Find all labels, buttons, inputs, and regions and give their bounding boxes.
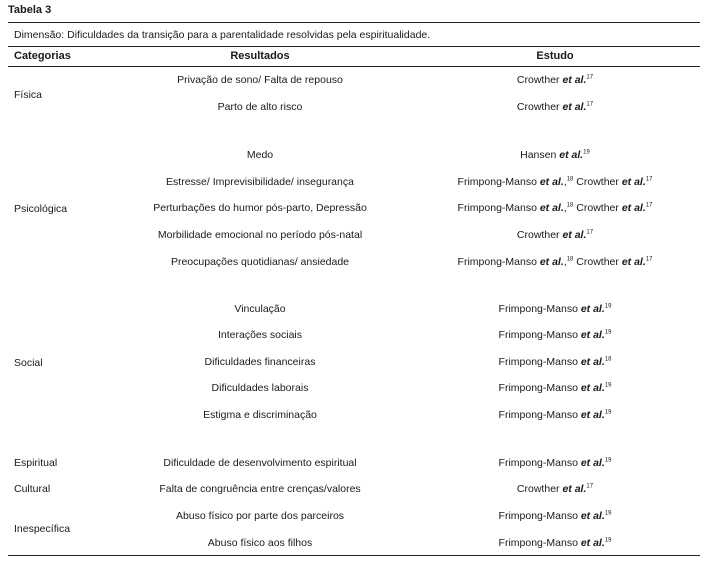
study-author: Crowther [573, 176, 622, 188]
category-label: Psicológica [14, 203, 68, 215]
study-reference: 19 [604, 457, 612, 464]
result-cell: Vinculação [234, 303, 286, 315]
study-etal: et al. [621, 256, 646, 268]
result-cell: Falta de congruência entre crenças/valores [159, 483, 361, 495]
study-reference: 19 [583, 149, 590, 156]
study-cell [499, 509, 612, 523]
study-author: Frimpong-Manso [498, 356, 581, 368]
study-cell [520, 148, 590, 162]
category-label: Cultural [14, 483, 51, 495]
study-cell [458, 175, 653, 189]
result-cell: Abuso físico por parte dos parceiros [175, 510, 345, 522]
study-author: Crowther [516, 229, 563, 241]
header-results: Resultados [230, 50, 290, 62]
study-etal: et al. [539, 256, 564, 268]
result-cell: Dificuldades financeiras [204, 356, 316, 368]
study-cell [499, 355, 612, 369]
category-label: Social [14, 357, 43, 369]
study-reference: 19 [604, 382, 612, 389]
result-cell: Interações sociais [217, 329, 303, 341]
result-cell: Estresse/ Imprevisibilidade/ insegurança [166, 176, 354, 188]
study-etal: et al. [539, 202, 564, 214]
study-reference: 19 [604, 329, 612, 336]
result-cell: Morbilidade emocional no período pós-natal [157, 229, 363, 241]
study-reference: 17 [645, 202, 653, 209]
study-cell [517, 482, 593, 496]
study-etal: et al. [562, 101, 587, 113]
study-author: Frimpong-Manso [498, 537, 581, 549]
study-author: Crowther [516, 483, 563, 495]
study-etal: et al. [580, 510, 605, 522]
study-punct: , [563, 176, 567, 188]
result-cell: Abuso físico aos filhos [207, 537, 313, 549]
study-reference: 19 [604, 537, 612, 544]
study-reference: 18 [566, 176, 574, 183]
study-cell [458, 255, 653, 269]
study-cell [499, 328, 612, 342]
result-cell: Dificuldade de desenvolvimento espiritual [163, 457, 357, 469]
study-cell [499, 408, 612, 422]
result-cell: Estigma e discriminação [203, 409, 317, 421]
study-reference: 19 [604, 303, 612, 310]
study-etal: et al. [621, 176, 646, 188]
study-etal: et al. [580, 382, 605, 394]
study-reference: 19 [604, 510, 612, 517]
study-etal: et al. [580, 409, 605, 421]
study-cell [499, 536, 612, 550]
study-cell [458, 201, 653, 215]
study-etal: et al. [580, 329, 605, 341]
result-cell: Perturbações do humor pós-parto, Depressão [153, 202, 367, 214]
study-reference: 18 [604, 356, 612, 363]
category-label: Espiritual [14, 457, 58, 469]
study-author: Frimpong-Manso [457, 176, 540, 188]
result-cell: Dificuldades laborais [211, 382, 309, 394]
study-author: Frimpong-Manso [498, 510, 581, 522]
study-cell [499, 456, 612, 470]
study-reference: 17 [586, 483, 594, 490]
title-rule [8, 22, 700, 23]
study-reference: 17 [586, 74, 594, 81]
result-cell: Preocupações quotidianas/ ansiedade [170, 256, 350, 268]
result-cell: Privação de sono/ Falta de repouso [177, 74, 343, 86]
study-author: Frimpong-Manso [498, 329, 581, 341]
study-author: Crowther [573, 256, 622, 268]
study-reference: 17 [586, 229, 594, 236]
study-reference: 18 [566, 202, 574, 209]
study-punct: , [563, 256, 567, 268]
study-author: Frimpong-Manso [498, 303, 581, 315]
study-reference: 17 [645, 176, 653, 183]
study-etal: et al. [562, 74, 587, 86]
study-author: Crowther [573, 202, 622, 214]
study-etal: et al. [580, 303, 605, 315]
study-etal: et al. [559, 149, 584, 161]
study-etal: et al. [580, 457, 605, 469]
study-etal: et al. [580, 537, 605, 549]
bottom-rule [8, 555, 700, 556]
header-study: Estudo [536, 50, 574, 62]
study-etal: et al. [562, 483, 587, 495]
category-label: Inespecífica [14, 523, 71, 535]
study-author: Crowther [516, 74, 563, 86]
study-author: Frimpong-Manso [498, 409, 581, 421]
header-categories: Categorias [14, 50, 71, 62]
study-author: Frimpong-Manso [498, 382, 581, 394]
study-author: Frimpong-Manso [457, 256, 540, 268]
study-cell [517, 73, 593, 87]
study-etal: et al. [580, 356, 605, 368]
study-cell [499, 302, 612, 316]
result-cell: Medo [246, 149, 274, 161]
study-reference: 17 [586, 101, 594, 108]
study-reference: 17 [645, 256, 653, 263]
study-reference: 19 [604, 409, 612, 416]
study-cell [517, 100, 593, 114]
study-author: Hansen [520, 149, 560, 161]
header-rule [8, 66, 700, 67]
category-label: Física [14, 89, 43, 101]
study-etal: et al. [621, 202, 646, 214]
study-cell [517, 228, 593, 242]
study-author: Crowther [516, 101, 563, 113]
study-cell [499, 381, 612, 395]
study-author: Frimpong-Manso [457, 202, 540, 214]
study-reference: 18 [566, 256, 574, 263]
study-etal: et al. [562, 229, 587, 241]
study-etal: et al. [539, 176, 564, 188]
study-author: Frimpong-Manso [498, 457, 581, 469]
caption-rule [8, 46, 700, 47]
table-title: Tabela 3 [8, 4, 52, 16]
study-punct: , [563, 202, 567, 214]
table-caption: Dimensão: Dificuldades da transição para a parentalidade resolvidas pela espiritualidade. [14, 29, 431, 41]
result-cell: Parto de alto risco [217, 101, 303, 113]
